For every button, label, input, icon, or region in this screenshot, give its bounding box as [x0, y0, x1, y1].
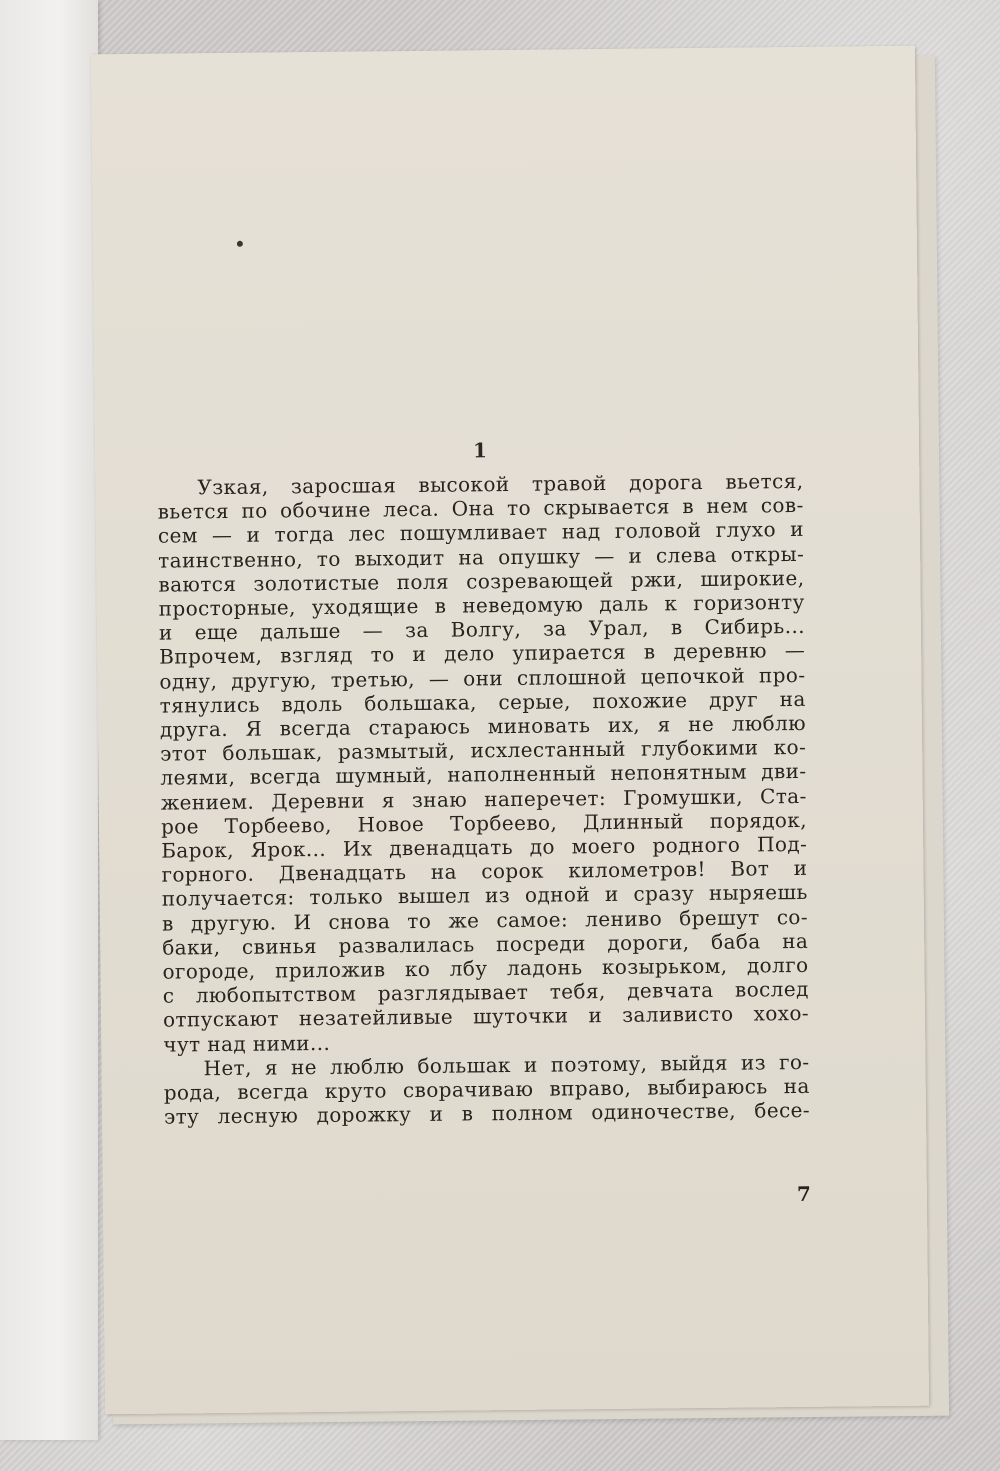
text-line: Узкая, заросшая высокой травой дорога вьется,	[197, 468, 804, 500]
body-text	[157, 469, 810, 1129]
text-line: сем — и тогда лес пошумливает над головой глухо и	[157, 517, 805, 549]
text-line: и еще дальше — за Волгу, за Урал, в Сибирь...	[158, 614, 806, 645]
text-line: с любопытством разглядывает тебя, девчата вослед	[162, 977, 809, 1008]
text-line: друга. Я всегда стараюсь миновать их, я не люблю	[159, 710, 807, 742]
text-line: одну, другую, третью, — они сплошной цепочкой про-	[159, 662, 806, 694]
text-line: леями, всегда шумный, наполненный непонятным дви-	[160, 759, 807, 791]
text-line: чут над ними...	[163, 1030, 331, 1057]
text-line: горного. Двенадцать на сорок километров! Вот и	[161, 856, 808, 887]
text-line: ваются золотистые поля созревающей ржи, широкие,	[158, 565, 805, 597]
text-line: в другую. И снова то же самое: лениво брешут со-	[161, 904, 809, 936]
text-line: получается: только вышел из одной и сразу ныряешь	[161, 880, 808, 912]
text-line: просторные, уходящие в неведомую даль к горизонту	[158, 589, 805, 621]
text-line: этот большак, размытый, исхлестанный глубокими ко-	[160, 735, 807, 766]
text-line: рода, всегда круто сворачиваю вправо, выбираюсь на	[163, 1073, 810, 1105]
text-line: рое Торбеево, Новое Торбеево, Длинный порядок,	[160, 807, 808, 839]
text-line: эту лесную дорожку и в полном одиночестве, бесе-	[163, 1098, 811, 1129]
text-line: Нет, я не люблю большак и поэтому, выйдя из го-	[203, 1049, 810, 1081]
text-line: Барок, Ярок... Их двенадцать до моего родного Под-	[161, 831, 808, 863]
text-line: жением. Деревни я знаю наперечет: Громушки, Ста-	[160, 783, 807, 815]
page-number: 7	[796, 1181, 811, 1207]
text-line: отпускают незатейливые шуточки и заливисто хохо-	[162, 1001, 810, 1033]
chapter-number: 1	[472, 438, 488, 463]
facing-page-edge	[0, 0, 98, 1440]
text-line: Впрочем, взгляд то и дело упирается в деревню —	[159, 638, 806, 670]
text-line: таинственно, то выходит на опушку — и слева откры-	[158, 541, 805, 573]
text-line: вьется по обочине леса. Она то скрывается в нем сов-	[157, 493, 804, 524]
ink-spot	[237, 241, 243, 247]
text-line: баки, свинья развалилась посреди дороги, баба на	[162, 928, 809, 960]
text-line: огороде, приложив ко лбу ладонь козырьком, долго	[162, 952, 809, 984]
book-page	[91, 46, 929, 1415]
text-line: тянулись вдоль большака, серые, похожие друг на	[159, 686, 806, 718]
